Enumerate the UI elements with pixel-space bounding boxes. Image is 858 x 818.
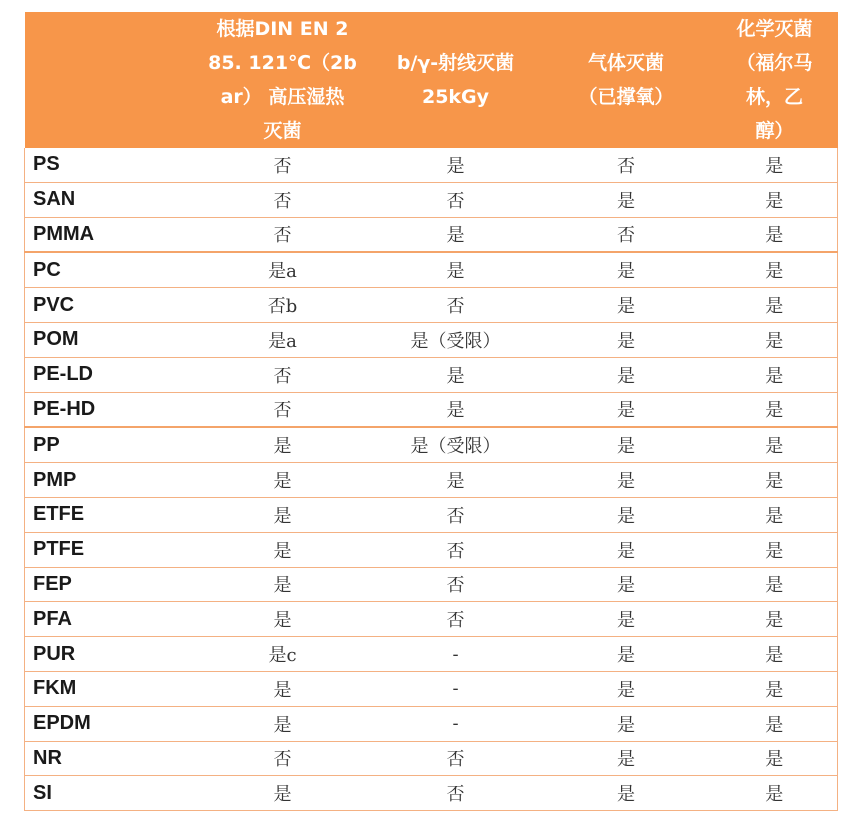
radiation-sterilization-cell: 是 bbox=[371, 463, 541, 498]
table-row bbox=[25, 463, 838, 498]
header-chemical-line-3: 林，乙 bbox=[745, 86, 803, 108]
chemical-sterilization-cell: 是 bbox=[712, 182, 838, 217]
table-row bbox=[25, 637, 838, 672]
material-name-cell: PTFE bbox=[25, 532, 195, 567]
table-row bbox=[25, 392, 838, 427]
material-name-cell: PMP bbox=[25, 463, 195, 498]
table-row bbox=[25, 252, 838, 287]
chemical-sterilization-cell: 是 bbox=[712, 567, 838, 602]
gas-sterilization-cell: 是 bbox=[541, 288, 712, 323]
table-header-row bbox=[25, 12, 838, 148]
gas-sterilization-cell: 是 bbox=[541, 322, 712, 357]
table-row bbox=[25, 217, 838, 252]
steam-sterilization-cell: 是a bbox=[195, 252, 371, 287]
header-gas-line-2: （已撑氧） bbox=[578, 86, 674, 108]
gas-sterilization-cell: 是 bbox=[541, 463, 712, 498]
gas-sterilization-cell: 是 bbox=[541, 427, 712, 462]
chemical-sterilization-cell: 是 bbox=[712, 288, 838, 323]
steam-sterilization-cell: 否b bbox=[195, 288, 371, 323]
material-name-cell: FEP bbox=[25, 567, 195, 602]
table-row bbox=[25, 776, 838, 811]
radiation-sterilization-cell: - bbox=[371, 706, 541, 741]
chemical-sterilization-cell: 是 bbox=[712, 741, 838, 776]
header-chemical-line-2: （福尔马 bbox=[736, 52, 813, 74]
table-row bbox=[25, 497, 838, 532]
header-chemical-line-4: 醇） bbox=[755, 120, 794, 142]
gas-sterilization-cell: 是 bbox=[541, 602, 712, 637]
gas-sterilization-cell: 是 bbox=[541, 357, 712, 392]
steam-sterilization-cell: 是 bbox=[195, 567, 371, 602]
chemical-sterilization-cell: 是 bbox=[712, 217, 838, 252]
sterilization-compatibility-table bbox=[24, 12, 838, 811]
material-name-cell: ETFE bbox=[25, 497, 195, 532]
steam-sterilization-cell: 是a bbox=[195, 322, 371, 357]
chemical-sterilization-cell: 是 bbox=[712, 357, 838, 392]
steam-sterilization-cell: 是 bbox=[195, 776, 371, 811]
header-radiation-sterilization bbox=[371, 12, 541, 148]
table-row bbox=[25, 427, 838, 462]
material-name-cell: EPDM bbox=[25, 706, 195, 741]
radiation-sterilization-cell: 是 bbox=[371, 252, 541, 287]
radiation-sterilization-cell: 否 bbox=[371, 497, 541, 532]
gas-sterilization-cell: 是 bbox=[541, 567, 712, 602]
header-gas-line-1: 气体灭菌 bbox=[587, 52, 664, 74]
steam-sterilization-cell: 是 bbox=[195, 671, 371, 706]
material-name-cell: PC bbox=[25, 252, 195, 287]
header-gas-sterilization bbox=[541, 12, 712, 148]
gas-sterilization-cell: 否 bbox=[541, 148, 712, 182]
radiation-sterilization-cell: 否 bbox=[371, 776, 541, 811]
radiation-sterilization-cell: 否 bbox=[371, 288, 541, 323]
steam-sterilization-cell: 否 bbox=[195, 392, 371, 427]
table-row bbox=[25, 567, 838, 602]
chemical-sterilization-cell: 是 bbox=[712, 532, 838, 567]
table-row bbox=[25, 741, 838, 776]
steam-sterilization-cell: 是 bbox=[195, 602, 371, 637]
header-material bbox=[25, 12, 195, 148]
table-row bbox=[25, 602, 838, 637]
gas-sterilization-cell: 是 bbox=[541, 182, 712, 217]
material-name-cell: POM bbox=[25, 322, 195, 357]
radiation-sterilization-cell: 是（受限） bbox=[371, 427, 541, 462]
steam-sterilization-cell: 是 bbox=[195, 463, 371, 498]
steam-sterilization-cell: 否 bbox=[195, 182, 371, 217]
radiation-sterilization-cell: 否 bbox=[371, 602, 541, 637]
material-name-cell: NR bbox=[25, 741, 195, 776]
steam-sterilization-cell: 是c bbox=[195, 637, 371, 672]
material-name-cell: SI bbox=[25, 776, 195, 811]
gas-sterilization-cell: 否 bbox=[541, 217, 712, 252]
gas-sterilization-cell: 是 bbox=[541, 532, 712, 567]
header-steam-line-2: 85. 121℃（2b bbox=[208, 52, 357, 74]
radiation-sterilization-cell: 否 bbox=[371, 741, 541, 776]
chemical-sterilization-cell: 是 bbox=[712, 637, 838, 672]
gas-sterilization-cell: 是 bbox=[541, 252, 712, 287]
material-name-cell: PMMA bbox=[25, 217, 195, 252]
header-steam-line-3: ar） 高压湿热 bbox=[220, 86, 345, 108]
material-name-cell: PS bbox=[25, 148, 195, 182]
table-row bbox=[25, 357, 838, 392]
radiation-sterilization-cell: - bbox=[371, 671, 541, 706]
chemical-sterilization-cell: 是 bbox=[712, 148, 838, 182]
header-radiation-line-2: 25kGy bbox=[421, 86, 490, 108]
table-row bbox=[25, 148, 838, 182]
gas-sterilization-cell: 是 bbox=[541, 392, 712, 427]
table-row bbox=[25, 706, 838, 741]
header-chemical-sterilization bbox=[712, 12, 838, 148]
chemical-sterilization-cell: 是 bbox=[712, 497, 838, 532]
material-name-cell: PP bbox=[25, 427, 195, 462]
chemical-sterilization-cell: 是 bbox=[712, 706, 838, 741]
chemical-sterilization-cell: 是 bbox=[712, 322, 838, 357]
gas-sterilization-cell: 是 bbox=[541, 671, 712, 706]
table-row bbox=[25, 532, 838, 567]
gas-sterilization-cell: 是 bbox=[541, 637, 712, 672]
steam-sterilization-cell: 是 bbox=[195, 497, 371, 532]
steam-sterilization-cell: 否 bbox=[195, 148, 371, 182]
material-name-cell: PFA bbox=[25, 602, 195, 637]
header-steam-sterilization bbox=[195, 12, 371, 148]
chemical-sterilization-cell: 是 bbox=[712, 671, 838, 706]
table-body bbox=[25, 148, 838, 811]
chemical-sterilization-cell: 是 bbox=[712, 392, 838, 427]
table-row bbox=[25, 322, 838, 357]
steam-sterilization-cell: 否 bbox=[195, 217, 371, 252]
header-steam-line-4: 灭菌 bbox=[263, 120, 302, 142]
gas-sterilization-cell: 是 bbox=[541, 741, 712, 776]
table-row bbox=[25, 182, 838, 217]
steam-sterilization-cell: 是 bbox=[195, 532, 371, 567]
radiation-sterilization-cell: 否 bbox=[371, 567, 541, 602]
radiation-sterilization-cell: 否 bbox=[371, 532, 541, 567]
material-name-cell: PE-LD bbox=[25, 357, 195, 392]
steam-sterilization-cell: 是 bbox=[195, 706, 371, 741]
chemical-sterilization-cell: 是 bbox=[712, 776, 838, 811]
header-radiation-line-1: b/γ-射线灭菌 bbox=[396, 52, 515, 74]
steam-sterilization-cell: 否 bbox=[195, 741, 371, 776]
sterilization-table-container bbox=[24, 12, 837, 811]
chemical-sterilization-cell: 是 bbox=[712, 602, 838, 637]
radiation-sterilization-cell: 是 bbox=[371, 148, 541, 182]
material-name-cell: PVC bbox=[25, 288, 195, 323]
steam-sterilization-cell: 否 bbox=[195, 357, 371, 392]
chemical-sterilization-cell: 是 bbox=[712, 463, 838, 498]
radiation-sterilization-cell: 否 bbox=[371, 182, 541, 217]
radiation-sterilization-cell: 是 bbox=[371, 357, 541, 392]
gas-sterilization-cell: 是 bbox=[541, 776, 712, 811]
material-name-cell: FKM bbox=[25, 671, 195, 706]
chemical-sterilization-cell: 是 bbox=[712, 427, 838, 462]
gas-sterilization-cell: 是 bbox=[541, 706, 712, 741]
steam-sterilization-cell: 是 bbox=[195, 427, 371, 462]
material-name-cell: PUR bbox=[25, 637, 195, 672]
chemical-sterilization-cell: 是 bbox=[712, 252, 838, 287]
material-name-cell: PE-HD bbox=[25, 392, 195, 427]
radiation-sterilization-cell: 是 bbox=[371, 392, 541, 427]
radiation-sterilization-cell: 是（受限） bbox=[371, 322, 541, 357]
header-steam-line-1: 根据DIN EN 2 bbox=[216, 18, 349, 40]
radiation-sterilization-cell: - bbox=[371, 637, 541, 672]
radiation-sterilization-cell: 是 bbox=[371, 217, 541, 252]
table-row bbox=[25, 671, 838, 706]
gas-sterilization-cell: 是 bbox=[541, 497, 712, 532]
table-row bbox=[25, 288, 838, 323]
material-name-cell: SAN bbox=[25, 182, 195, 217]
header-chemical-line-1: 化学灭菌 bbox=[736, 18, 813, 40]
